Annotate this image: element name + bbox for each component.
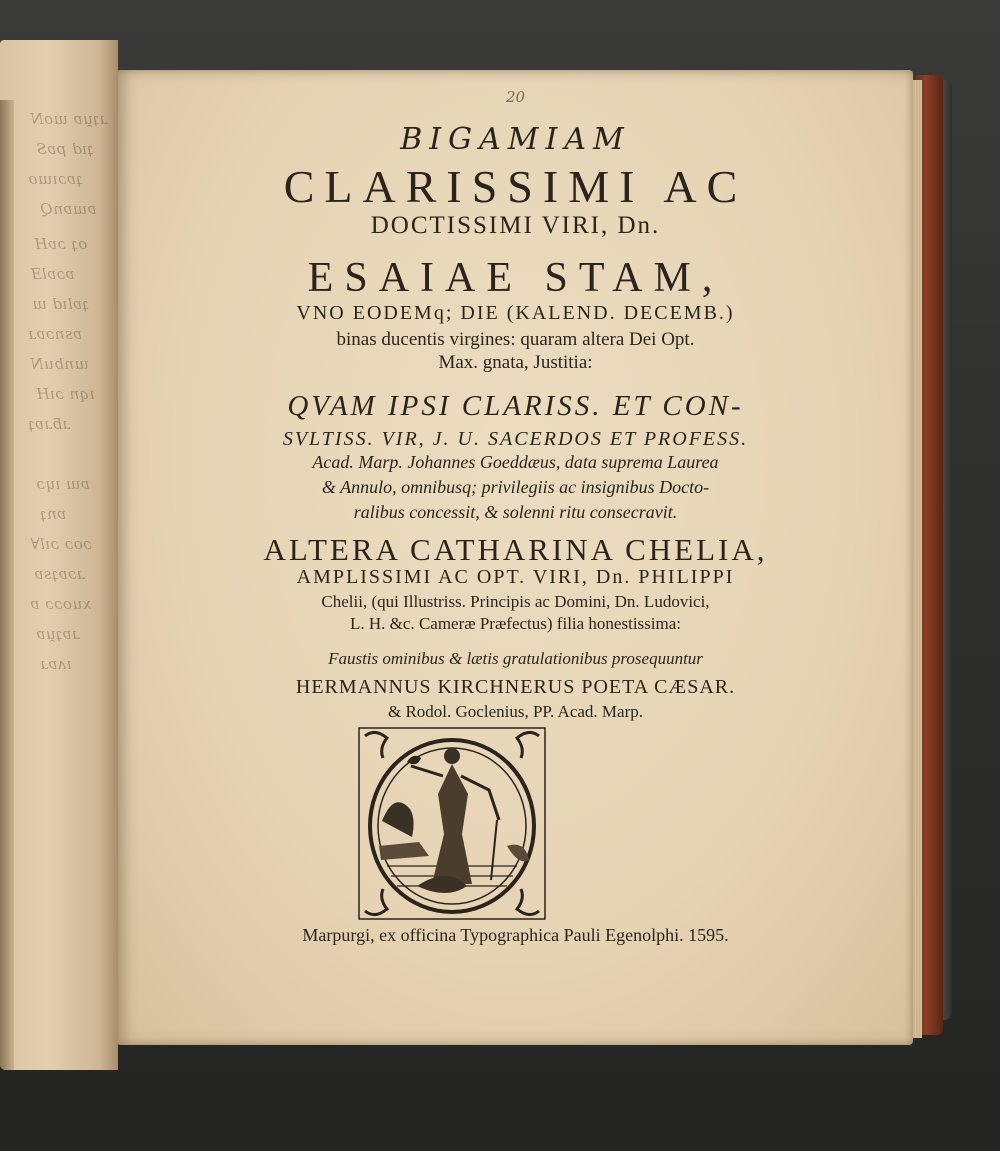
title-line-clarissimi: CLARISSIMI AC <box>283 161 748 212</box>
title-line-annulo: & Annulo, omnibusq; privilegiis ac insignibus Docto- <box>321 477 710 497</box>
printers-device-woodcut <box>357 726 547 921</box>
title-line-filia: L. H. &c. Cameræ Præfectus) filia honestissima: <box>350 614 681 633</box>
show-through-text: ɹƃɹɐʇ <box>28 415 71 433</box>
show-through-text: ɐɯ ıɥɔ <box>36 475 90 493</box>
title-line-philippi: AMPLISSIMI AC OPT. VIRI, Dn. PHILIPPI <box>296 566 735 588</box>
title-line-goeddaeus: Acad. Marp. Johannes Goeddæus, data suprema Laurea <box>312 452 719 472</box>
left-page-edge <box>0 100 14 1070</box>
title-line-chelii: Chelii, (qui Illustriss. Principis ac Domini, Dn. Ludovici, <box>321 592 710 611</box>
show-through-text: xuoɔɔ ɐ <box>30 595 92 613</box>
show-through-text: ɐɯɐnQ <box>40 200 97 218</box>
folio-number: 20 <box>505 88 526 106</box>
show-through-text: oʇ ɔɐH <box>34 235 88 253</box>
show-through-text: ɔoɔ ɔıl∀ <box>30 535 92 553</box>
title-line-binas: binas ducentis virgines: quaram altera Dei Opt. <box>336 329 695 350</box>
title-line-catharina: ALTERA CATHARINA CHELIA, <box>263 532 768 567</box>
show-through-text: ʇıd pɐS <box>36 140 94 158</box>
title-line-esaiae-stam: ESAIAE STAM, <box>307 255 724 301</box>
show-through-text: ʇɐlıd ɯ <box>32 295 89 313</box>
title-line-goclenius: & Rodol. Goclenius, PP. Acad. Marp. <box>388 702 643 721</box>
title-line-svltiss: SVLTISS. VIR, J. U. SACERDOS ET PROFESS. <box>282 428 749 450</box>
title-line-kirchnerus: HERMANNUS KIRCHNERUS POETA CÆSAR. <box>295 676 736 698</box>
title-line-bigamiam: BIGAMIAM <box>400 122 631 157</box>
show-through-text: ɹɔɐʇsɐ <box>34 565 85 583</box>
left-facing-page <box>0 40 118 1070</box>
show-through-text: ɐnʇ <box>40 505 67 523</box>
show-through-text: ɹɐʇu̯ɐ <box>36 625 80 643</box>
imprint-line: Marpurgi, ex officina Typographica Pauli Egenolphi. 1595. <box>302 925 729 945</box>
title-line-doctissimi: DOCTISSIMI VIRI, Dn. <box>370 212 661 239</box>
show-through-text: ıqn ɔıH <box>36 385 95 403</box>
show-through-text: ʇɐɔıɯo <box>28 170 83 188</box>
title-line-vno-eodem: VNO EODEMq; DIE (KALEND. DECEMB.) <box>296 302 735 324</box>
title-line-qvam: QVAM IPSI CLARISS. ET CON- <box>287 390 744 422</box>
title-line-justitia: Max. gnata, Justitia: <box>438 352 593 373</box>
show-through-text: ɐɔɐlƎ <box>30 265 75 283</box>
show-through-text: ɹʇu̯ɐ ɯoN <box>30 110 108 128</box>
title-line-consecravit: ralibus concessit, & solenni ritu consecravit. <box>353 502 678 522</box>
show-through-text: ɐsnɔɐɹ <box>28 325 83 343</box>
show-through-text: ıʌɐɹ <box>40 655 72 673</box>
title-line-faustis: Faustis ominibus & lætis gratulationibus prosequuntur <box>328 649 703 668</box>
show-through-text: ɯnbuN <box>30 355 89 373</box>
